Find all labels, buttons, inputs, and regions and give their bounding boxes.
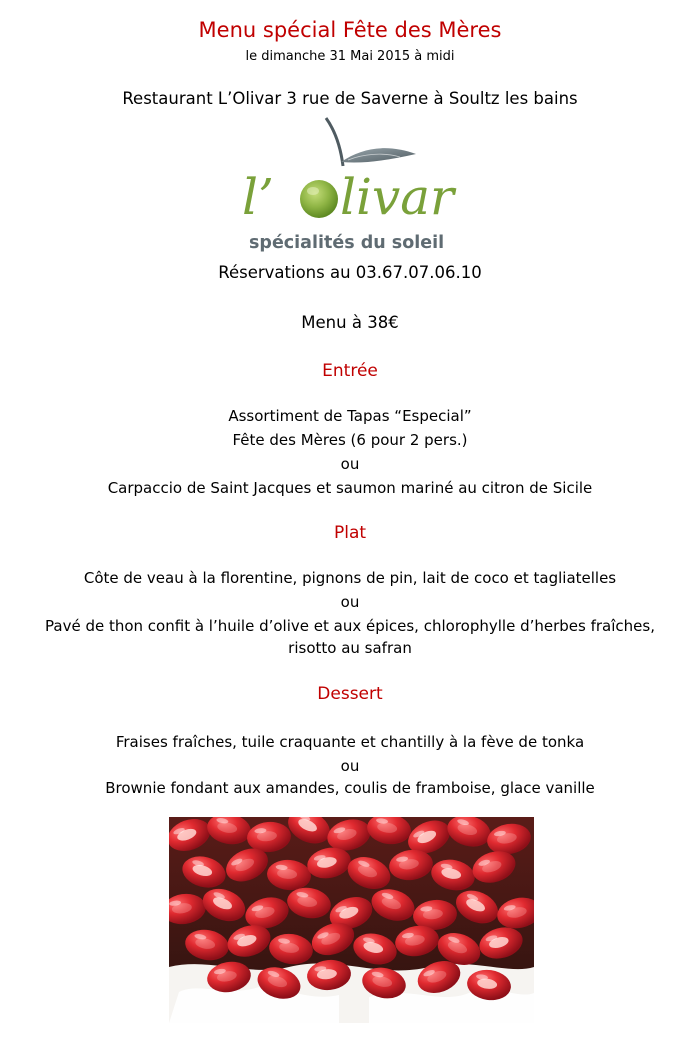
menu-date: le dimanche 31 Mai 2015 à midi (245, 49, 455, 64)
entree-item-2: Carpaccio de Saint Jacques et saumon mariné au citron de Sicile (107, 479, 593, 497)
olive-stem-icon (326, 118, 343, 166)
section-title-plat: Plat (333, 523, 367, 543)
menu-price: Menu à 38€ (301, 313, 399, 332)
strawberry-tart-image (169, 817, 534, 1023)
plat-or: ou (340, 593, 360, 611)
plat-item-2-line-2: risotto au safran (288, 639, 412, 657)
plat-item-1: Côte de veau à la florentine, pignons de pin, lait de coco et tagliatelles (83, 569, 617, 587)
logo-tagline: spécialités du soleil (249, 233, 445, 253)
strawberry-tart-photo (169, 817, 534, 1023)
entree-item-1-line-1: Assortiment de Tapas “Especial” (228, 407, 472, 425)
plat-item-2-line-1: Pavé de thon confit à l’huile d’olive et aux épices, chlorophylle d’herbes fraîches, (45, 617, 655, 635)
menu-title: Menu spécial Fête des Mères (198, 18, 502, 42)
dessert-item-2: Brownie fondant aux amandes, coulis de framboise, glace vanille (105, 779, 595, 797)
entree-item-1-line-2: Fête des Mères (6 pour 2 pers.) (232, 431, 468, 449)
olive-leaf-icon (341, 148, 416, 162)
dessert-item-1: Fraises fraîches, tuile craquante et chantilly à la fève de tonka (115, 733, 585, 751)
reservation-phone: Réservations au 03.67.07.06.10 (218, 263, 482, 282)
olivar-logo (238, 112, 468, 262)
logo-wordmark: livar (340, 168, 454, 226)
section-title-entree: Entrée (322, 361, 378, 381)
dessert-or: ou (340, 757, 360, 775)
restaurant-address: Restaurant L’Olivar 3 rue de Saverne à Soultz les bains (122, 89, 578, 108)
section-title-dessert: Dessert (317, 684, 383, 704)
svg-text:l’: l’ (242, 168, 274, 226)
entree-or: ou (340, 455, 360, 473)
olive-icon (300, 180, 338, 218)
